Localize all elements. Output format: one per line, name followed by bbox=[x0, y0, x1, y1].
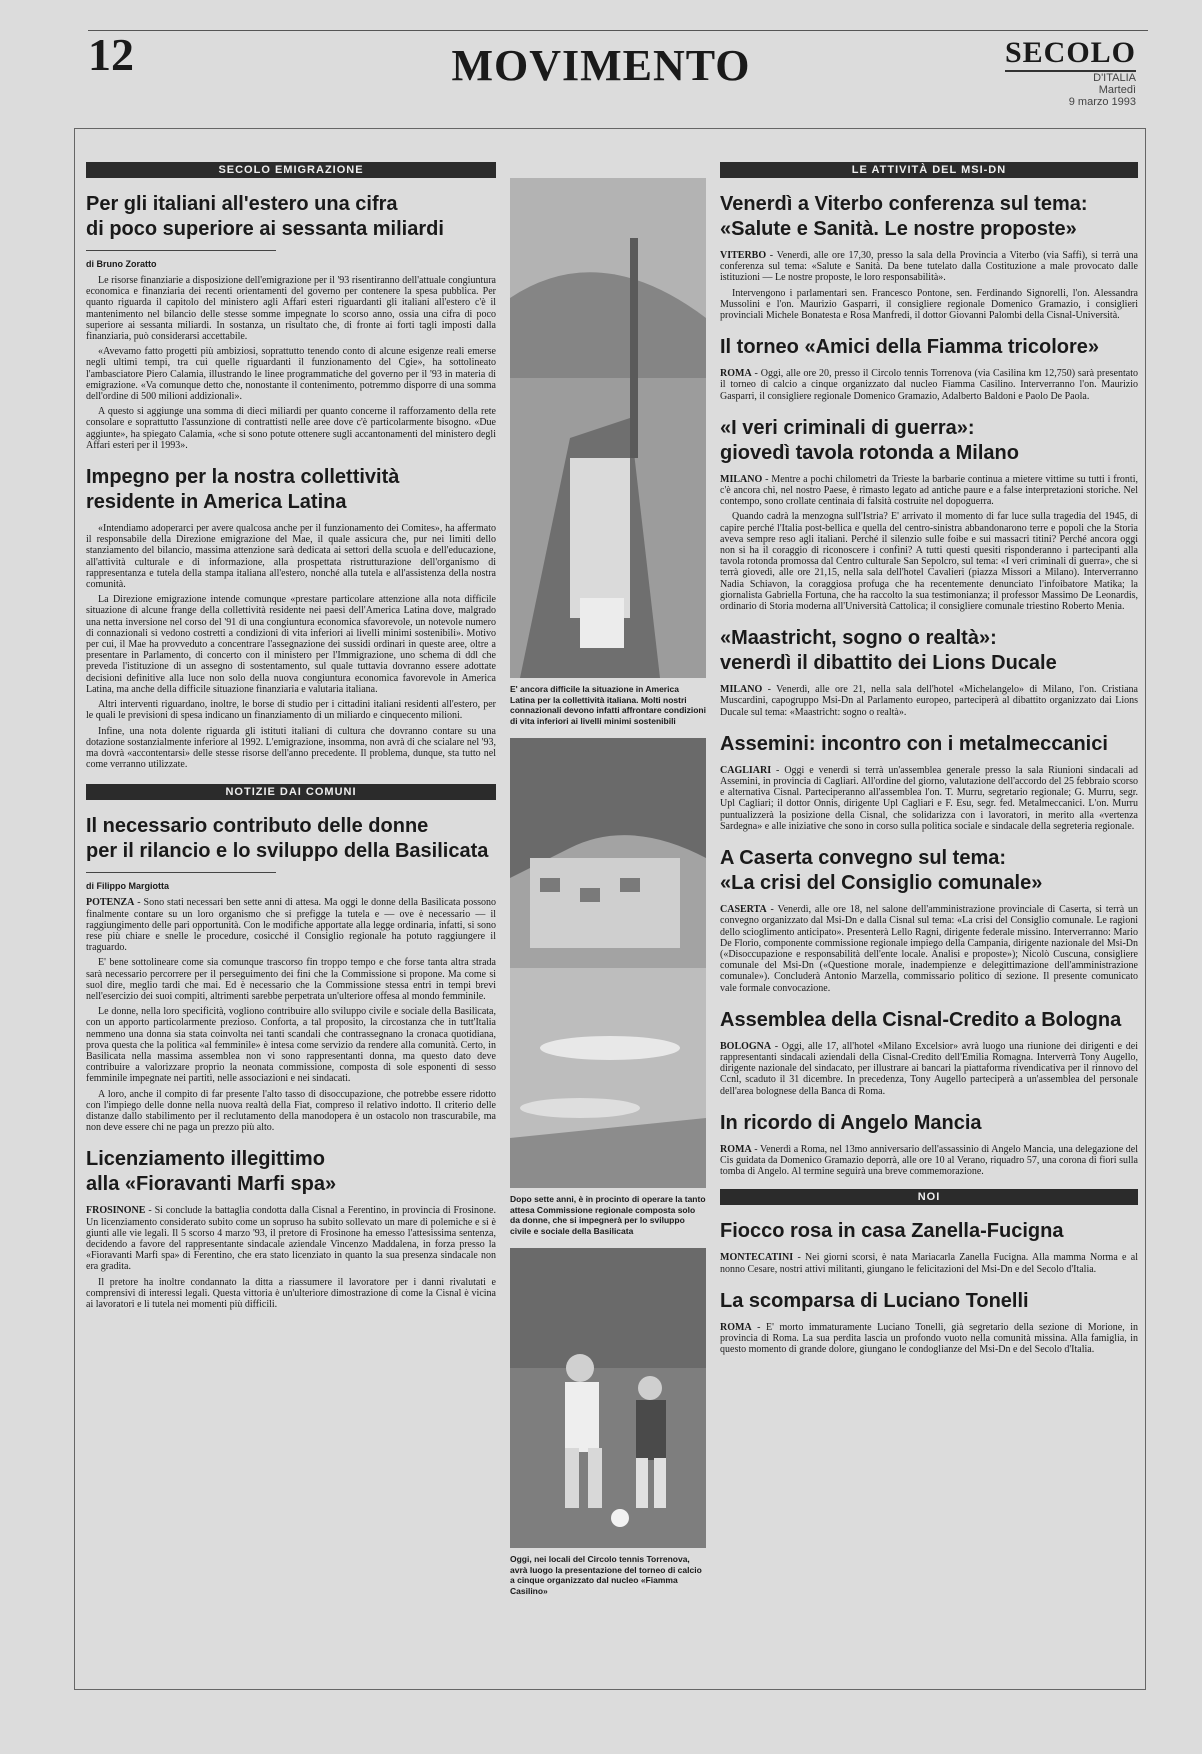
issue-date: 9 marzo 1993 bbox=[1068, 96, 1136, 108]
paragraph: Le donne, nella loro specificità, vogliono contribuire allo sviluppo civile e sociale della Basilicata, con un apporto particolarmente prezioso. Conforta, a tal proposito, la circostanza che in tutt'Italia nemmeno una donna sia stata coinvolta nei tanti scandali che contrassegnano la cronaca quotidiana, prova questa che la politica «al femminile» è intesa come servizio da rendere alla comunità. Certo, in Basilicata nella massima assemblea non vi sono rappresentanti donna, ma questo dato deve contribuire a valorizzare proprio la neonata commissione, composta di sole esponenti di sesso femminile impegnate nei partiti, nelle associazioni e nei sindacati. bbox=[86, 1006, 496, 1085]
section-band-attivita: LE ATTIVITÀ DEL MSI-DN bbox=[720, 162, 1138, 178]
photo-ruins-image bbox=[510, 178, 706, 678]
article-title: «Maastricht, sogno o realtà»: venerdì il dibattito dei Lions Ducale bbox=[720, 627, 1057, 675]
paragraph: MONTECATINI - Nei giorni scorsi, è nata Mariacarla Zanella Fucigna. Alla mamma Norma e al nonno Cesare, nostri attivi militanti, giungano le felicitazioni del Msi-Dn e del Secolo d'Italia. bbox=[720, 1252, 1138, 1275]
article-title: Impegno per la nostra collettività residente in America Latina bbox=[86, 466, 400, 514]
paragraph: ROMA - E' morto immaturamente Luciano Tonelli, già segretario della sezione di Morione, in provincia di Roma. La sua perdita lascia un profondo vuoto nella comunità missina. Alla famiglia, in questo momento di grande dolore, giungano le condoglianze del Msi-Dn e del Secolo d'Italia. bbox=[720, 1321, 1138, 1356]
photo-column bbox=[510, 178, 706, 1678]
top-rule bbox=[88, 30, 1148, 31]
dateline: ROMA bbox=[720, 1143, 752, 1155]
photo-football-image bbox=[510, 1248, 706, 1548]
article-title: Per gli italiani all'estero una cifra di poco superiore ai sessanta miliardi bbox=[86, 193, 444, 240]
article-title: Licenziamento illegittimo alla «Fioravanti Marfi spa» bbox=[86, 1148, 337, 1196]
paragraph: CASERTA - Venerdì, alle ore 18, nel salone dell'amministrazione provinciale di Caserta, si terrà un convegno organizzato dal Msi-Dn e dalla Cisnal sul tema: «La crisi del Consiglio comunale. Le ragioni dello scioglimento anticipato». Presenterà Lello Ragni, dirigente federale missino. Interverranno: Mario De Florio, componente commissione regionale impiego della Campania, dirigente nazionale del Msi-Dn («Disoccupazione e responsabilità dell'ente locale. Analisi e proposte»); Nicolò Cuscuna, consigliere comunale del Msi-Dn («Questione morale, inadempienze e delegittimazione dell'amministrazione comunale»). Concluderà Antonio Marzella, commissario politico di sezione. Il presente comunicato vale formale convocazione. bbox=[720, 904, 1138, 994]
paragraph: FROSINONE - Si conclude la battaglia condotta dalla Cisnal a Ferentino, in provincia di Frosinone. Un licenziamento considerato subito come un sopruso ha subito sollevato un mare di polemiche e si è giunti alle vie legali. Il 5 scorso 4 marzo '93, il pretore di Frosinone ha emesso l'attesissima sentenza, decidendo a favore del rappresentante sindacale aziendale Vincenzo Maddalena, in forza presso la «Fioravanti Marfi spa» di Ferentino, che era stato licenziato in quanto la sua presenza sindacale non era gradita. bbox=[86, 1205, 496, 1273]
article-title: La scomparsa di Luciano Tonelli bbox=[720, 1289, 1029, 1312]
photo-coast-image bbox=[510, 738, 706, 1188]
dateline: MILANO bbox=[720, 473, 763, 485]
photo-ruins bbox=[510, 178, 706, 678]
section-title: MOVIMENTO bbox=[451, 41, 751, 90]
dateline: FROSINONE bbox=[86, 1205, 146, 1217]
article-title: Fiocco rosa in casa Zanella-Fucigna bbox=[720, 1220, 1064, 1243]
dateline: CAGLIARI bbox=[720, 764, 772, 776]
paragraph: VITERBO - Venerdì, alle ore 17,30, presso la sala della Provincia a Viterbo (via Saffi), si terrà una conferenza sul tema: «Salute e Sanità. Da bene tutelato dalla Costituzione a male provocato dalle istituzioni — Le nostre proposte, le loro responsabilità». bbox=[720, 250, 1138, 284]
page-number: 12 bbox=[88, 29, 134, 80]
paragraph: A loro, anche il compito di far presente l'alto tasso di disoccupazione, che potrebbe essere ridotto con l'impiego delle donne nella nuova realtà della Fiat, compreso il relativo indotto. Il criterio delle distanze dallo stabilimento per il reclutamento della manodopera è un ostacolo non trascurabile, ma non deve essere chi ne paga un prezzo più alto. bbox=[86, 1088, 496, 1134]
article-title: Assemini: incontro con i metalmeccanici bbox=[720, 732, 1108, 755]
paragraph: CAGLIARI - Oggi e venerdì si terrà un'assemblea generale presso la sala Riunioni sindacali ad Assemini, in provincia di Cagliari. All'ordine del giorno, valutazione dell'accordo del 25 febbraio scorso e alternativa Cisnal. Parteciperanno all'assemblea l'on. T. Murru, segretario regionale; G. Murru, segr. Upl Cagliari; il dottor Onnis, dirigente Upl Cagliari e F. Esu, segr. fed. Metalmeccanici. L'on. Murru puntualizzerà la posizione della Cisnal, che solidarizza con i lavoratori, in merito alla «vertenza Sardegna» e alle iniziative che sono in corso sulla politica sociale e sindacale della segreteria regionale. bbox=[720, 764, 1138, 832]
paragraph: «Intendiamo adoperarci per avere qualcosa anche per il funzionamento dei Comites», ha affermato il responsabile della Direzione emigrazione del Mae, il quale assicura che, pur nei limiti dello stanziamento del bilancio, massima attenzione sarà dedicata ai settori della scuola e dell'educazione, all'attività culturale e di informazione, alla prospettata ristrutturazione dell'organismo di rappresentanza e tutela della stampa italiana all'estero, nonché alla tutela e all'assistenza della nostra comunità. bbox=[86, 523, 496, 591]
dateline: MILANO bbox=[720, 684, 763, 696]
dateline: ROMA bbox=[720, 1321, 752, 1333]
photo-caption: E' ancora difficile la situazione in America Latina per la collettività italiana. Molti nostri connazionali devono infatti affrontare condizioni di vita inferiori ai livelli minimi sostenibili bbox=[510, 684, 706, 726]
section-band-comuni: NOTIZIE DAI COMUNI bbox=[86, 784, 496, 800]
masthead-logo bbox=[1005, 36, 1136, 108]
paragraph: Intervengono i parlamentari sen. Francesco Pontone, sen. Ferdinando Signorelli, l'on. Alessandra Mussolini e l'on. Maurizio Gasparri, il consigliere regionale Domenico Gramazio, i consiglieri provinciali Michele Bonatesta e Rosa Manfredi, il dottor Giovanni Palombi della Cisnal-Università. bbox=[720, 287, 1138, 322]
paragraph: E' bene sottolineare come sia comunque trascorso fin troppo tempo e che forse tanta altra strada sarà necessario percorrere per il perseguimento dei fini che la Commissione si propone. Ma come si suol dire, meglio tardi che mai. Ed è necessario che la Commissione stessa entri in tempi brevi nell'esercizio dei suoi compiti, altrimenti sarebbe perpetrata un'ulteriore offesa al mondo femminile. bbox=[86, 957, 496, 1002]
issue-day: Martedì bbox=[1098, 84, 1136, 96]
dateline: ROMA bbox=[720, 368, 752, 380]
paragraph: MILANO - Venerdì, alle ore 21, nella sala dell'hotel «Michelangelo» di Milano, l'on. Cristiana Muscardini, capogruppo Msi-Dn al Parlamento europeo, parteciperà al dibattito organizzato dai Lions Ducale sul tema: «Maastricht: sogno o realtà». bbox=[720, 684, 1138, 718]
paragraph: «Avevamo fatto progetti più ambiziosi, soprattutto tenendo conto di alcune esigenze reali emerse negli ultimi tempi, tra cui quelle riguardanti il funzionamento del Cgie», ha sottolineato l'ambasciatore Piero Calamia, illustrando le linee programmatiche del governo per il '93 in materia di emigrazione. «Va comunque detto che, nonostante il contenimento, potremmo disporre di una somma dell'ordine di 500 milioni addizionali». bbox=[86, 346, 496, 403]
paragraph: Altri interventi riguardano, inoltre, le borse di studio per i cittadini italiani residenti all'estero, per le quali le previsioni di spesa indicano un finanziamento di un miliardo e cinquecento milioni. bbox=[86, 699, 496, 722]
photo-coast bbox=[510, 738, 706, 1188]
dateline: CASERTA bbox=[720, 904, 767, 916]
paragraph: BOLOGNA - Oggi, alle 17, all'hotel «Milano Excelsior» avrà luogo una riunione dei dirigenti e dei rappresentanti sindacali aziendali della Cisnal-Credito dell'Emilia Romagna. Interverrà Tony Augello, dirigente nazionale del sindacato, per illustrare ai bancari la piattaforma rivendicativa per il rinnovo del Ccnl, scaduto il 31 dicembre. In precedenza, Tony Augello parteciperà a un'assemblea del personale dell'area bolognese della Banca di Roma. bbox=[720, 1040, 1138, 1097]
right-column bbox=[720, 162, 1138, 1682]
logo-sub: D'ITALIA bbox=[1093, 72, 1136, 84]
section-band-noi: NOI bbox=[720, 1189, 1138, 1205]
photo-football bbox=[510, 1248, 706, 1548]
article-title: Il torneo «Amici della Fiamma tricolore» bbox=[720, 336, 1100, 359]
dateline: MONTECATINI bbox=[720, 1252, 794, 1264]
paragraph: A questo si aggiunge una somma di dieci miliardi per quanto concerne il rafforzamento della rete consolare e soprattutto l'assunzione di contrattisti nelle aree dove c'è particolarmente bisogno. «Due aggiunte», ha spiegato Calamia, «che si sono potute ottenere sugli accantonamenti del ministero degli Affari esteri per il 1993». bbox=[86, 406, 496, 451]
logo-name: SECOLO bbox=[1005, 36, 1136, 72]
photo-caption: Dopo sette anni, è in procinto di operare la tanto attesa Commissione regionale composta solo da donne, che si impegnerà per lo sviluppo civile e sociale della Basilicata bbox=[510, 1194, 706, 1236]
paragraph: Le risorse finanziarie a disposizione dell'emigrazione per il '93 risentiranno dell'attuale congiuntura economica e finanziaria dei recenti orientamenti del governo per contenere la spesa pubblica. Per quanto riguarda il capitolo del ministero agli Affari esteri riguardanti gli italiani all'estero c'è il mantenimento nel bilancio delle stesse somme impegnate lo scorso anno, ossia una cifra di poco superiore ai sessanta miliardi. In sostanza, un risultato che, di fronte ai forti tagli imposti dalla finanziaria, può considerarsi accettabile. bbox=[86, 275, 496, 343]
byline: di Bruno Zoratto bbox=[86, 250, 276, 269]
photo-caption: Oggi, nei locali del Circolo tennis Torrenova, avrà luogo la presentazione del torneo di calcio a cinque organizzato dal nucleo «Fiamma Casilino» bbox=[510, 1554, 702, 1596]
paragraph: POTENZA - Sono stati necessari ben sette anni di attesa. Ma oggi le donne della Basilicata possono finalmente contare su un loro organismo che si prefigge la tutela e — ove è necessario — il raggiungimento delle pari opportunità. Con le modifiche apportate alla legge ordinaria, infatti, si sono rese più chiare e snelle le procedure, cosicché il Consiglio regionale ha potuto raggiungere il traguardo. bbox=[86, 897, 496, 954]
dateline: POTENZA bbox=[86, 897, 135, 909]
article-title: «I veri criminali di guerra»: giovedì tavola rotonda a Milano bbox=[720, 416, 1019, 464]
article-title: In ricordo di Angelo Mancia bbox=[720, 1111, 982, 1134]
dateline: BOLOGNA bbox=[720, 1040, 772, 1052]
paragraph: MILANO - Mentre a pochi chilometri da Trieste la barbarie continua a mietere vittime su tutti i fronti, c'è ancora chi, nel nostro Paese, è rimasto legato ad antiche paure e a false interpretazioni storiche. Nel contempo, sono crollate centinaia di falsità costruite nel dopoguerra. bbox=[720, 473, 1138, 508]
section-band-emigrazione: SECOLO EMIGRAZIONE bbox=[86, 162, 496, 178]
paragraph: Infine, una nota dolente riguarda gli istituti italiani di cultura che dovranno contare su una dotazione sostanzialmente inferiore al 1992. L'emigrazione, insomma, non avrà di che scialare nel '93, ma dovrà «accontentarsi» delle stesse risorse dell'anno precedente. Il problema, dunque, sta tutto nel come verranno utilizzate. bbox=[86, 725, 496, 771]
article-title: Venerdì a Viterbo conferenza sul tema: «Salute e Sanità. Le nostre proposte» bbox=[720, 193, 1088, 240]
paragraph: La Direzione emigrazione intende comunque «prestare particolare attenzione alla nota difficile situazione di alcune frange della collettività residente nei paesi dell'America Latina dove, malgrado una netta inversione nel corso del '91 di una congiuntura economica sfavorevole, un notevole numero di connazionali si vedono costretti a condizioni di vita inferiori ai livelli minimi sostenibili». Motivo per cui, il Mae ha provveduto a concentrare l'assegnazione dei sussidi ordinari in queste aree, oltre a presentare in Parlamento, di concerto con il ministero per l'Immigrazione, uno schema di ddl che preveda l'istituzione di un assegno di sostentamento, sul quale tuttavia dovranno essere adottate decisioni definitive alla luce non solo della nuova congiuntura economica favorevole in America Latina, ma anche della difficile situazione finanziaria e valutaria italiana. bbox=[86, 594, 496, 695]
article-title: Assemblea della Cisnal-Credito a Bologna bbox=[720, 1008, 1122, 1031]
article-title: A Caserta convegno sul tema: «La crisi del Consiglio comunale» bbox=[720, 847, 1043, 895]
paragraph: ROMA - Venerdì a Roma, nel 13mo anniversario dell'assassinio di Angelo Mancia, una delegazione del Cis guidata da Domenico Gramazio deporrà, alle ore 10 al Verano, riquadro 57, una corona di fiori sulla tomba di Angelo. Al termine seguirà una breve commemorazione. bbox=[720, 1143, 1138, 1178]
article-title: Il necessario contributo delle donne per il rilancio e lo sviluppo della Basilicata bbox=[86, 815, 489, 863]
left-column bbox=[86, 162, 496, 1682]
dateline: VITERBO bbox=[720, 250, 767, 261]
paragraph: ROMA - Oggi, alle ore 20, presso il Circolo tennis Torrenova (via Casilina km 12,750) sarà presentato il torneo di calcio a cinque organizzato dal nucleo Fiamma Casilino. Interverranno l'on. Maurizio Gasparri, il consigliere regionale Domenico Gramazio, Adalberto Baldoni e Paolo De Paola. bbox=[720, 368, 1138, 402]
paragraph: Quando cadrà la menzogna sull'Istria? E' arrivato il momento di far luce sulla tragedia del 1945, di capire perché l'Italia post-bellica e quella del centro-sinistra abbandonarono terre e popoli che la Storia aveva sempre reso agli italiani. Perché il silenzio sulle foibe e sui massacri titini? Perché ancora oggi non si ha il coraggio di riconoscere i confini? A tutti questi quesiti risponderanno i partecipanti alla tavola rotonda promossa dal Centro culturale San Sepolcro, sul tema: «I veri criminali di guerra», che si terrà giovedì, alle ore 21,15, nella sala dell'hotel Cavalieri (piazza Missori a Milano). Interverranno Nadia Schiavon, la coraggiosa profuga che ha recentemente denunciato l'infoibatore Matika; la giornalista Gabriella Fortuna, che ha raccolto la sua testimonianza; il professor Massimo De Leonardis, ordinario di Storia moderna all'Università Cattolica; il consigliere comunale triestino Roberto Menia. bbox=[720, 511, 1138, 613]
byline: di Filippo Margiotta bbox=[86, 872, 276, 891]
paragraph: Il pretore ha inoltre condannato la ditta a riassumere il lavoratore per i danni rivalutati e comprensivi di interessi legali. Questa vittoria è un'ulteriore dimostrazione di come la Cisnal è vicina ai lavoratori e li tutela nei momenti più difficili. bbox=[86, 1276, 496, 1310]
